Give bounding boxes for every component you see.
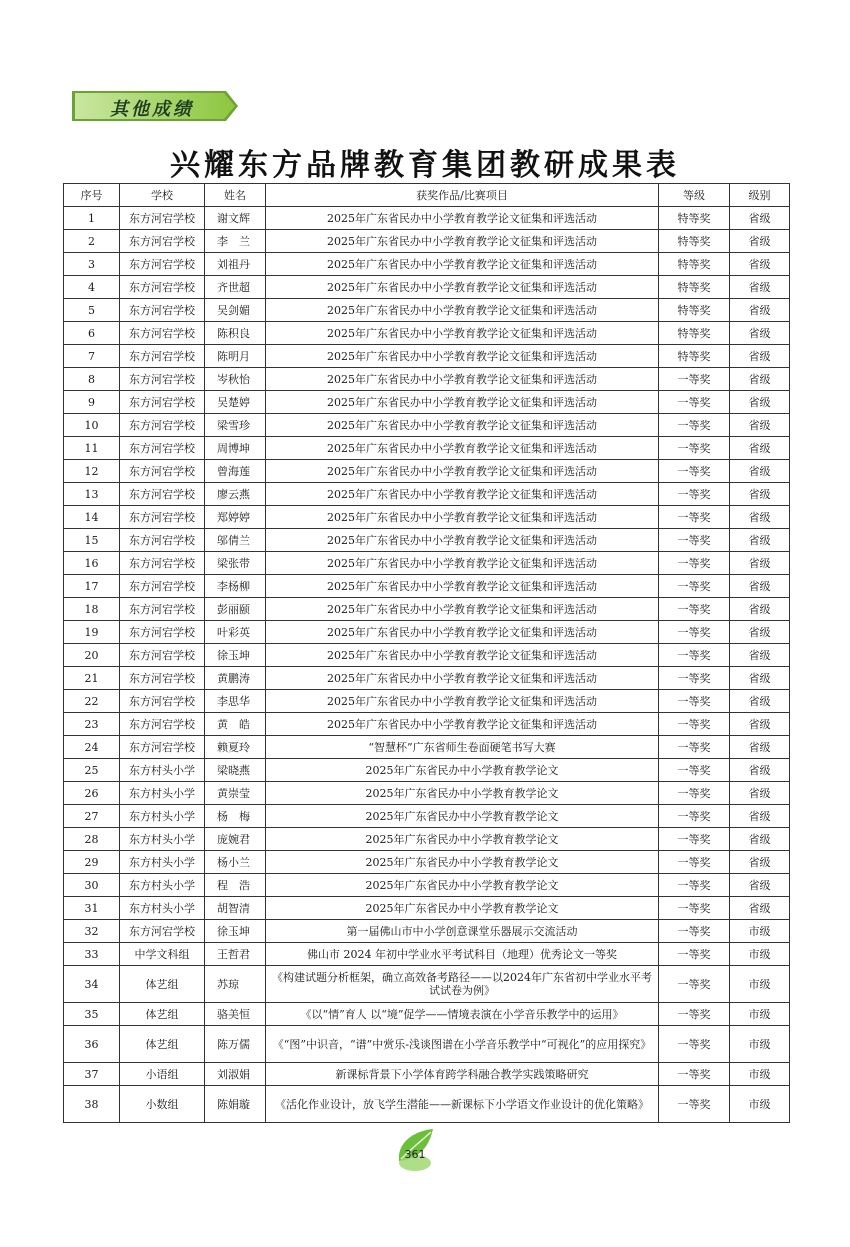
row-no: 18	[64, 598, 120, 621]
row-no: 17	[64, 575, 120, 598]
row-no: 34	[64, 966, 120, 1003]
row-school: 东方河宕学校	[120, 667, 205, 690]
row-no: 31	[64, 897, 120, 920]
row-name: 黄鹏涛	[205, 667, 266, 690]
row-grade: 一等奖	[659, 943, 730, 966]
row-school: 东方河宕学校	[120, 230, 205, 253]
row-school: 东方河宕学校	[120, 276, 205, 299]
row-no: 27	[64, 805, 120, 828]
row-grade: 特等奖	[659, 276, 730, 299]
table-row	[64, 322, 790, 345]
row-school: 东方河宕学校	[120, 299, 205, 322]
page-title: 兴耀东方品牌教育集团教研成果表	[170, 148, 680, 183]
row-level: 省级	[730, 483, 790, 506]
row-school: 东方村头小学	[120, 828, 205, 851]
row-school: 东方河宕学校	[120, 322, 205, 345]
table-row	[64, 299, 790, 322]
row-school: 东方河宕学校	[120, 483, 205, 506]
row-school: 东方河宕学校	[120, 460, 205, 483]
row-grade: 特等奖	[659, 299, 730, 322]
row-level: 省级	[730, 713, 790, 736]
row-no: 26	[64, 782, 120, 805]
table-header-row	[64, 184, 790, 207]
row-no: 5	[64, 299, 120, 322]
row-school: 东方村头小学	[120, 851, 205, 874]
row-project: 2025年广东省民办中小学教育教学论文	[266, 828, 659, 851]
header-no: 序号	[64, 184, 120, 207]
row-school: 东方河宕学校	[120, 575, 205, 598]
row-school: 东方河宕学校	[120, 368, 205, 391]
row-project: 2025年广东省民办中小学教育教学论文征集和评选活动	[266, 460, 659, 483]
row-name: 曾海莲	[205, 460, 266, 483]
row-level: 省级	[730, 437, 790, 460]
row-name: 陈积良	[205, 322, 266, 345]
row-level: 省级	[730, 851, 790, 874]
row-school: 东方河宕学校	[120, 736, 205, 759]
row-name: 邬倩兰	[205, 529, 266, 552]
row-grade: 特等奖	[659, 207, 730, 230]
row-school: 东方村头小学	[120, 782, 205, 805]
row-project: 2025年广东省民办中小学教育教学论文征集和评选活动	[266, 575, 659, 598]
row-grade: 一等奖	[659, 552, 730, 575]
row-project: 2025年广东省民办中小学教育教学论文征集和评选活动	[266, 253, 659, 276]
row-grade: 一等奖	[659, 506, 730, 529]
row-level: 省级	[730, 598, 790, 621]
row-name: 骆美恒	[205, 1003, 266, 1026]
table-row	[64, 943, 790, 966]
row-project: 《构建试题分析框架，确立高效备考路径——以2024年广东省初中学业水平考试试卷为例》	[266, 966, 659, 1003]
table-row	[64, 966, 790, 1003]
row-grade: 一等奖	[659, 805, 730, 828]
row-no: 30	[64, 874, 120, 897]
row-name: 刘祖丹	[205, 253, 266, 276]
row-grade: 一等奖	[659, 1003, 730, 1026]
row-name: 黄崇莹	[205, 782, 266, 805]
row-no: 12	[64, 460, 120, 483]
table-row	[64, 828, 790, 851]
row-grade: 一等奖	[659, 759, 730, 782]
row-no: 14	[64, 506, 120, 529]
row-name: 杨小兰	[205, 851, 266, 874]
row-grade: 一等奖	[659, 851, 730, 874]
row-school: 体艺组	[120, 1026, 205, 1063]
row-name: 梁晓燕	[205, 759, 266, 782]
row-project: 《以“情”育人 以“境”促学——情境表演在小学音乐教学中的运用》	[266, 1003, 659, 1026]
table-row	[64, 207, 790, 230]
row-grade: 一等奖	[659, 391, 730, 414]
row-name: 黄 皓	[205, 713, 266, 736]
table-row	[64, 736, 790, 759]
row-school: 东方河宕学校	[120, 506, 205, 529]
row-school: 东方河宕学校	[120, 391, 205, 414]
row-grade: 一等奖	[659, 644, 730, 667]
table-row	[64, 460, 790, 483]
row-level: 省级	[730, 506, 790, 529]
row-project: 2025年广东省民办中小学教育教学论文	[266, 759, 659, 782]
row-level: 省级	[730, 230, 790, 253]
row-name: 程 浩	[205, 874, 266, 897]
row-no: 29	[64, 851, 120, 874]
row-project: 2025年广东省民办中小学教育教学论文征集和评选活动	[266, 299, 659, 322]
row-project: 新课标背景下小学体育跨学科融合教学实践策略研究	[266, 1063, 659, 1086]
row-name: 梁张带	[205, 552, 266, 575]
row-name: 陈万儒	[205, 1026, 266, 1063]
table-body	[64, 207, 790, 1123]
row-project: 《活化作业设计，放飞学生潜能——新课标下小学语文作业设计的优化策略》	[266, 1086, 659, 1123]
row-name: 胡智清	[205, 897, 266, 920]
row-project: 第一届佛山市中小学创意课堂乐器展示交流活动	[266, 920, 659, 943]
row-project: 2025年广东省民办中小学教育教学论文征集和评选活动	[266, 276, 659, 299]
row-level: 省级	[730, 575, 790, 598]
row-level: 省级	[730, 621, 790, 644]
row-school: 小数组	[120, 1086, 205, 1123]
row-name: 苏琼	[205, 966, 266, 1003]
row-grade: 一等奖	[659, 920, 730, 943]
table-row	[64, 575, 790, 598]
row-no: 25	[64, 759, 120, 782]
row-name: 齐世超	[205, 276, 266, 299]
row-project: 2025年广东省民办中小学教育教学论文征集和评选活动	[266, 598, 659, 621]
table-row	[64, 851, 790, 874]
row-project: 2025年广东省民办中小学教育教学论文征集和评选活动	[266, 667, 659, 690]
row-level: 省级	[730, 460, 790, 483]
row-project: “智慧杯”广东省师生卷面硬笔书写大赛	[266, 736, 659, 759]
row-project: 2025年广东省民办中小学教育教学论文	[266, 897, 659, 920]
row-project: 2025年广东省民办中小学教育教学论文征集和评选活动	[266, 345, 659, 368]
row-no: 2	[64, 230, 120, 253]
row-project: 2025年广东省民办中小学教育教学论文	[266, 874, 659, 897]
table-row	[64, 782, 790, 805]
table-row	[64, 437, 790, 460]
row-school: 东方村头小学	[120, 759, 205, 782]
row-name: 陈娟璇	[205, 1086, 266, 1123]
row-level: 省级	[730, 345, 790, 368]
row-project: 2025年广东省民办中小学教育教学论文征集和评选活动	[266, 437, 659, 460]
table-row	[64, 529, 790, 552]
table-row	[64, 414, 790, 437]
row-no: 22	[64, 690, 120, 713]
row-level: 省级	[730, 736, 790, 759]
row-name: 陈明月	[205, 345, 266, 368]
row-name: 吴楚婷	[205, 391, 266, 414]
row-no: 38	[64, 1086, 120, 1123]
row-school: 东方河宕学校	[120, 920, 205, 943]
row-school: 东方河宕学校	[120, 345, 205, 368]
row-level: 省级	[730, 253, 790, 276]
table-row	[64, 759, 790, 782]
header-project: 获奖作品/比赛项目	[266, 184, 659, 207]
row-level: 省级	[730, 759, 790, 782]
row-level: 省级	[730, 644, 790, 667]
table-row	[64, 345, 790, 368]
row-level: 市级	[730, 1063, 790, 1086]
row-school: 体艺组	[120, 1003, 205, 1026]
row-grade: 一等奖	[659, 529, 730, 552]
table-row	[64, 1003, 790, 1026]
row-level: 省级	[730, 322, 790, 345]
row-grade: 一等奖	[659, 667, 730, 690]
header-level: 级别	[730, 184, 790, 207]
row-level: 省级	[730, 391, 790, 414]
row-level: 省级	[730, 828, 790, 851]
row-name: 庞婉君	[205, 828, 266, 851]
row-name: 郑婷婷	[205, 506, 266, 529]
table-row	[64, 690, 790, 713]
table-row	[64, 598, 790, 621]
row-name: 吴剑媚	[205, 299, 266, 322]
row-level: 省级	[730, 529, 790, 552]
table-row	[64, 1026, 790, 1063]
row-no: 7	[64, 345, 120, 368]
row-grade: 一等奖	[659, 897, 730, 920]
row-project: 佛山市 2024 年初中学业水平考试科目（地理）优秀论文一等奖	[266, 943, 659, 966]
row-name: 李 兰	[205, 230, 266, 253]
row-level: 省级	[730, 897, 790, 920]
row-level: 市级	[730, 920, 790, 943]
row-grade: 特等奖	[659, 230, 730, 253]
row-project: 2025年广东省民办中小学教育教学论文征集和评选活动	[266, 621, 659, 644]
section-label: 其他成绩	[110, 99, 194, 120]
row-no: 13	[64, 483, 120, 506]
row-project: 2025年广东省民办中小学教育教学论文征集和评选活动	[266, 322, 659, 345]
row-grade: 特等奖	[659, 322, 730, 345]
row-school: 小语组	[120, 1063, 205, 1086]
row-name: 赖夏玲	[205, 736, 266, 759]
row-project: 2025年广东省民办中小学教育教学论文征集和评选活动	[266, 483, 659, 506]
row-grade: 一等奖	[659, 1086, 730, 1123]
row-grade: 一等奖	[659, 828, 730, 851]
row-name: 周博坤	[205, 437, 266, 460]
row-name: 梁雪珍	[205, 414, 266, 437]
row-no: 19	[64, 621, 120, 644]
row-project: 2025年广东省民办中小学教育教学论文征集和评选活动	[266, 414, 659, 437]
row-level: 省级	[730, 207, 790, 230]
table-row	[64, 1086, 790, 1123]
row-level: 省级	[730, 552, 790, 575]
row-no: 32	[64, 920, 120, 943]
row-project: 2025年广东省民办中小学教育教学论文征集和评选活动	[266, 391, 659, 414]
row-school: 体艺组	[120, 966, 205, 1003]
row-school: 中学文科组	[120, 943, 205, 966]
row-grade: 一等奖	[659, 1063, 730, 1086]
row-no: 1	[64, 207, 120, 230]
row-level: 省级	[730, 667, 790, 690]
header-school: 学校	[120, 184, 205, 207]
row-no: 35	[64, 1003, 120, 1026]
row-name: 王哲君	[205, 943, 266, 966]
table-row	[64, 483, 790, 506]
row-school: 东方村头小学	[120, 874, 205, 897]
row-grade: 一等奖	[659, 736, 730, 759]
row-level: 省级	[730, 805, 790, 828]
header-grade: 等级	[659, 184, 730, 207]
row-name: 谢文辉	[205, 207, 266, 230]
row-grade: 一等奖	[659, 1026, 730, 1063]
row-no: 4	[64, 276, 120, 299]
row-no: 6	[64, 322, 120, 345]
row-name: 李杨柳	[205, 575, 266, 598]
row-project: 2025年广东省民办中小学教育教学论文征集和评选活动	[266, 230, 659, 253]
section-banner	[70, 87, 240, 125]
row-grade: 一等奖	[659, 966, 730, 1003]
row-level: 省级	[730, 276, 790, 299]
row-school: 东方河宕学校	[120, 552, 205, 575]
row-school: 东方河宕学校	[120, 414, 205, 437]
results-table	[63, 183, 790, 1123]
table-row	[64, 644, 790, 667]
row-project: 2025年广东省民办中小学教育教学论文征集和评选活动	[266, 552, 659, 575]
row-school: 东方河宕学校	[120, 253, 205, 276]
table-row	[64, 920, 790, 943]
row-school: 东方河宕学校	[120, 690, 205, 713]
row-no: 11	[64, 437, 120, 460]
row-school: 东方河宕学校	[120, 621, 205, 644]
table-row	[64, 253, 790, 276]
row-project: 《“图”中识音，“谱”中赏乐-浅谈图谱在小学音乐教学中“可视化”的应用探究》	[266, 1026, 659, 1063]
row-school: 东方村头小学	[120, 897, 205, 920]
row-school: 东方村头小学	[120, 805, 205, 828]
row-no: 23	[64, 713, 120, 736]
row-level: 市级	[730, 943, 790, 966]
row-grade: 一等奖	[659, 437, 730, 460]
table-row	[64, 368, 790, 391]
row-grade: 特等奖	[659, 345, 730, 368]
row-project: 2025年广东省民办中小学教育教学论文征集和评选活动	[266, 506, 659, 529]
row-school: 东方河宕学校	[120, 598, 205, 621]
row-grade: 特等奖	[659, 253, 730, 276]
row-name: 岑秋怡	[205, 368, 266, 391]
row-name: 李思华	[205, 690, 266, 713]
table-row	[64, 805, 790, 828]
row-name: 徐玉坤	[205, 920, 266, 943]
page-footer	[385, 1125, 445, 1175]
row-name: 廖云燕	[205, 483, 266, 506]
row-level: 省级	[730, 368, 790, 391]
row-project: 2025年广东省民办中小学教育教学论文征集和评选活动	[266, 713, 659, 736]
table-row	[64, 506, 790, 529]
row-project: 2025年广东省民办中小学教育教学论文征集和评选活动	[266, 690, 659, 713]
row-school: 东方河宕学校	[120, 529, 205, 552]
row-school: 东方河宕学校	[120, 207, 205, 230]
table-row	[64, 391, 790, 414]
row-level: 省级	[730, 782, 790, 805]
page-number: 361	[404, 1148, 426, 1161]
row-grade: 一等奖	[659, 713, 730, 736]
row-level: 市级	[730, 1026, 790, 1063]
row-no: 3	[64, 253, 120, 276]
table-row	[64, 230, 790, 253]
row-grade: 一等奖	[659, 782, 730, 805]
row-level: 市级	[730, 1086, 790, 1123]
row-no: 21	[64, 667, 120, 690]
table-row	[64, 621, 790, 644]
row-no: 36	[64, 1026, 120, 1063]
row-no: 9	[64, 391, 120, 414]
row-grade: 一等奖	[659, 368, 730, 391]
row-project: 2025年广东省民办中小学教育教学论文征集和评选活动	[266, 529, 659, 552]
row-level: 省级	[730, 874, 790, 897]
row-grade: 一等奖	[659, 575, 730, 598]
row-no: 8	[64, 368, 120, 391]
table-row	[64, 552, 790, 575]
row-level: 省级	[730, 690, 790, 713]
row-name: 杨 梅	[205, 805, 266, 828]
row-project: 2025年广东省民办中小学教育教学论文	[266, 782, 659, 805]
row-project: 2025年广东省民办中小学教育教学论文	[266, 851, 659, 874]
row-school: 东方河宕学校	[120, 713, 205, 736]
row-grade: 一等奖	[659, 483, 730, 506]
row-no: 20	[64, 644, 120, 667]
row-level: 市级	[730, 966, 790, 1003]
row-project: 2025年广东省民办中小学教育教学论文征集和评选活动	[266, 368, 659, 391]
row-level: 市级	[730, 1003, 790, 1026]
row-project: 2025年广东省民办中小学教育教学论文	[266, 805, 659, 828]
header-name: 姓名	[205, 184, 266, 207]
table-row	[64, 276, 790, 299]
row-no: 28	[64, 828, 120, 851]
row-project: 2025年广东省民办中小学教育教学论文征集和评选活动	[266, 644, 659, 667]
row-name: 彭丽颐	[205, 598, 266, 621]
row-name: 叶彩英	[205, 621, 266, 644]
table-row	[64, 874, 790, 897]
row-no: 16	[64, 552, 120, 575]
row-level: 省级	[730, 299, 790, 322]
row-no: 15	[64, 529, 120, 552]
row-no: 24	[64, 736, 120, 759]
table-row	[64, 897, 790, 920]
row-grade: 一等奖	[659, 874, 730, 897]
row-grade: 一等奖	[659, 598, 730, 621]
row-name: 刘淑娟	[205, 1063, 266, 1086]
row-project: 2025年广东省民办中小学教育教学论文征集和评选活动	[266, 207, 659, 230]
row-level: 省级	[730, 414, 790, 437]
row-grade: 一等奖	[659, 690, 730, 713]
row-no: 33	[64, 943, 120, 966]
row-grade: 一等奖	[659, 460, 730, 483]
row-school: 东方河宕学校	[120, 437, 205, 460]
row-grade: 一等奖	[659, 621, 730, 644]
row-name: 徐玉坤	[205, 644, 266, 667]
row-no: 10	[64, 414, 120, 437]
row-no: 37	[64, 1063, 120, 1086]
table-row	[64, 1063, 790, 1086]
table-row	[64, 667, 790, 690]
row-school: 东方河宕学校	[120, 644, 205, 667]
row-grade: 一等奖	[659, 414, 730, 437]
table-row	[64, 713, 790, 736]
